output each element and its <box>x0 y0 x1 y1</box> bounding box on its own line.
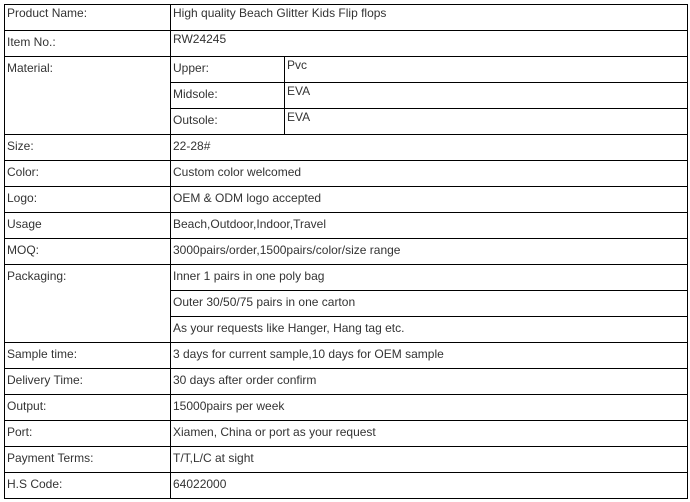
row-packaging-1 <box>5 265 688 291</box>
midsole-value: EVA <box>285 83 688 109</box>
usage-value: Beach,Outdoor,Indoor,Travel <box>171 213 688 239</box>
size-value: 22-28# <box>171 135 688 161</box>
outsole-value: EVA <box>285 109 688 135</box>
port-value: Xiamen, China or port as your request <box>171 421 688 447</box>
midsole-label: Midsole: <box>171 83 285 109</box>
logo-value: OEM & ODM logo accepted <box>171 187 688 213</box>
row-payment-terms <box>5 447 688 473</box>
row-sample-time <box>5 343 688 369</box>
upper-value: Pvc <box>285 57 688 83</box>
row-output <box>5 395 688 421</box>
row-hs-code <box>5 473 688 499</box>
sample-time-label: Sample time: <box>5 343 171 369</box>
item-no-label: Item No.: <box>5 31 171 57</box>
color-value: Custom color welcomed <box>171 161 688 187</box>
hs-code-label: H.S Code: <box>5 473 171 499</box>
outsole-label: Outsole: <box>171 109 285 135</box>
delivery-time-label: Delivery Time: <box>5 369 171 395</box>
row-moq <box>5 239 688 265</box>
payment-terms-value: T/T,L/C at sight <box>171 447 688 473</box>
row-item-no <box>5 31 688 57</box>
packaging-label: Packaging: <box>5 265 171 343</box>
product-name-value: High quality Beach Glitter Kids Flip flops <box>171 5 688 31</box>
row-delivery-time <box>5 369 688 395</box>
payment-terms-label: Payment Terms: <box>5 447 171 473</box>
upper-label: Upper: <box>171 57 285 83</box>
hs-code-value: 64022000 <box>171 473 688 499</box>
usage-label: Usage <box>5 213 171 239</box>
output-label: Output: <box>5 395 171 421</box>
sample-time-value: 3 days for current sample,10 days for OEM sample <box>171 343 688 369</box>
moq-value: 3000pairs/order,1500pairs/color/size range <box>171 239 688 265</box>
delivery-time-value: 30 days after order confirm <box>171 369 688 395</box>
row-logo <box>5 187 688 213</box>
moq-label: MOQ: <box>5 239 171 265</box>
row-usage <box>5 213 688 239</box>
row-size <box>5 135 688 161</box>
packaging-line: Inner 1 pairs in one poly bag <box>171 265 688 291</box>
logo-label: Logo: <box>5 187 171 213</box>
row-port <box>5 421 688 447</box>
packaging-line: Outer 30/50/75 pairs in one carton <box>171 291 688 317</box>
row-color <box>5 161 688 187</box>
packaging-line: As your requests like Hanger, Hang tag etc. <box>171 317 688 343</box>
port-label: Port: <box>5 421 171 447</box>
product-name-label: Product Name: <box>5 5 171 31</box>
output-value: 15000pairs per week <box>171 395 688 421</box>
product-spec-table <box>4 4 688 499</box>
item-no-value: RW24245 <box>171 31 688 57</box>
color-label: Color: <box>5 161 171 187</box>
material-label: Material: <box>5 57 171 135</box>
row-material-upper <box>5 57 688 83</box>
size-label: Size: <box>5 135 171 161</box>
row-product-name <box>5 5 688 31</box>
